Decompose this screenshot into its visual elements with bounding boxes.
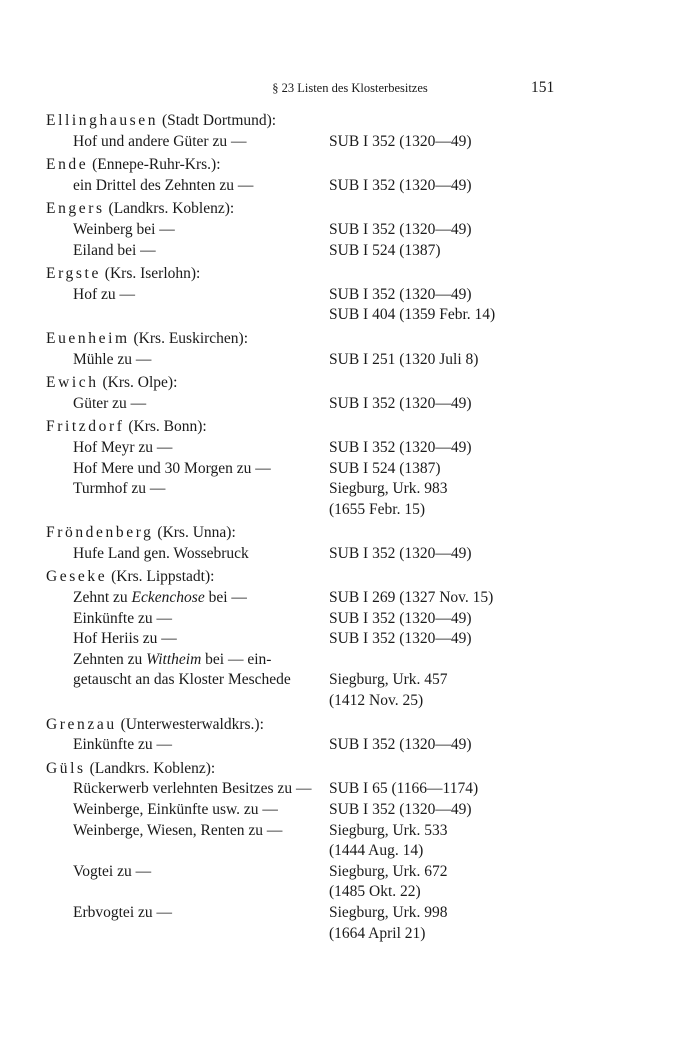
place-entry: [46, 417, 666, 520]
description-text: Zehnten zu: [73, 650, 147, 668]
holding-description: Weinberge, Einkünfte usw. zu —: [73, 801, 278, 818]
source-reference: SUB I 352 (1320—49): [329, 132, 472, 150]
source-references: [329, 609, 666, 630]
source-reference: SUB I 352 (1320—49): [329, 285, 472, 303]
holding-description: Turmhof zu —: [73, 480, 166, 498]
place-name: Güls: [46, 759, 86, 777]
source-reference: SUB I 352 (1320—49): [329, 801, 472, 818]
source-references: [329, 544, 666, 565]
holding-description: Hof und andere Güter zu —: [73, 132, 247, 150]
place-name: Fritzdorf: [46, 418, 125, 436]
holding-description: Einkünfte zu —: [73, 609, 173, 627]
place-name: Ewich: [46, 374, 99, 392]
place-entry: [46, 199, 666, 261]
source-references: [329, 285, 666, 326]
holding-row: [46, 903, 666, 944]
source-references: [329, 862, 666, 903]
place-entry: [46, 329, 666, 370]
source-reference: SUB I 352 (1320—49): [329, 544, 472, 562]
holding-row: [46, 132, 666, 153]
holding-description: [46, 650, 329, 671]
place-region: (Landkrs. Koblenz):: [85, 759, 216, 777]
place-heading: [46, 523, 666, 544]
source-reference: Siegburg, Urk. 672: [329, 862, 448, 880]
place-name: Euenheim: [46, 329, 130, 347]
holding-row: [46, 544, 666, 565]
place-heading: [46, 111, 666, 132]
place-entry: [46, 155, 666, 196]
place-name: Ellinghausen: [46, 112, 159, 129]
holding-row: [46, 285, 666, 326]
holding-description: ein Drittel des Zehnten zu —: [73, 176, 254, 194]
place-entry: [46, 264, 666, 326]
source-references: [329, 821, 666, 862]
place-entry: [46, 111, 666, 152]
source-references: [329, 394, 666, 415]
source-references: [329, 176, 666, 197]
place-heading: [46, 759, 666, 780]
description-text: Zehnt zu: [73, 589, 132, 607]
holding-row: [46, 821, 666, 862]
source-reference: Siegburg, Urk. 533: [329, 821, 448, 839]
holding-description: Hufe Land gen. Wossebruck: [73, 544, 249, 562]
holding-row: [46, 588, 666, 609]
place-heading: [46, 373, 666, 394]
place-region: (Landkrs. Koblenz):: [104, 200, 235, 218]
place-heading: [46, 715, 666, 736]
place-heading: [46, 264, 666, 285]
place-heading: [46, 155, 666, 176]
holding-description: Mühle zu —: [73, 350, 152, 368]
place-region: (Krs. Iserlohn):: [100, 265, 201, 283]
source-reference: SUB I 524 (1387): [329, 459, 441, 477]
holding-row: [46, 735, 666, 756]
place-region: (Krs. Lippstadt):: [107, 568, 215, 586]
source-references: [329, 479, 666, 520]
place-entry: [46, 373, 666, 414]
source-reference: (1412 Nov. 25): [329, 692, 424, 710]
source-reference: SUB I 524 (1387): [329, 241, 441, 259]
place-region: (Ennepe-Ruhr-Krs.):: [88, 156, 221, 174]
place-name: Engers: [46, 200, 105, 218]
source-references: [329, 800, 666, 821]
source-references: [329, 629, 666, 650]
running-head-title: § 23 Listen des Klosterbesitzes: [272, 81, 428, 95]
source-reference: SUB I 352 (1320—49): [329, 609, 472, 627]
source-reference: Siegburg, Urk. 998: [329, 903, 448, 921]
description-text: bei —: [204, 589, 247, 607]
place-region: (Krs. Euskirchen):: [129, 329, 249, 347]
source-reference: SUB I 352 (1320—49): [329, 176, 472, 194]
holding-description: Eiland bei —: [73, 241, 156, 259]
source-references: [329, 459, 666, 480]
holding-description: Erbvogtei zu —: [73, 903, 173, 921]
description-italic-placename: Eckenchose: [131, 589, 205, 607]
place-heading: [46, 199, 666, 220]
holding-row: [46, 629, 666, 650]
holding-description: Vogtei zu —: [73, 862, 152, 880]
place-region: (Krs. Bonn):: [124, 418, 207, 436]
holding-description: Einkünfte zu —: [73, 736, 173, 754]
place-heading: [46, 417, 666, 438]
running-head: [0, 80, 700, 100]
source-references: [329, 220, 666, 241]
source-reference: Siegburg, Urk. 457: [329, 671, 448, 689]
source-references: [329, 650, 666, 671]
source-references: [329, 779, 666, 800]
place-entry: [46, 759, 666, 944]
holding-row: [46, 650, 666, 671]
holding-row: [46, 220, 666, 241]
place-region: (Krs. Unna):: [153, 524, 236, 542]
source-references: [329, 903, 666, 944]
place-list: [46, 111, 666, 947]
holding-row: [46, 670, 666, 711]
source-reference: SUB I 65 (1166—1174): [329, 780, 479, 798]
source-reference: SUB I 352 (1320—49): [329, 736, 472, 754]
holding-description: getauscht an das Kloster Meschede: [73, 671, 291, 689]
holding-description: Hof Mere und 30 Morgen zu —: [73, 459, 271, 477]
source-reference: SUB I 404 (1359 Febr. 14): [329, 306, 496, 324]
holding-row: [46, 779, 666, 800]
holding-description: Güter zu —: [73, 394, 147, 412]
holding-row: [46, 479, 666, 520]
holding-description: Hof Heriis zu —: [73, 630, 177, 648]
holding-row: [46, 800, 666, 821]
holding-description: Weinberg bei —: [73, 220, 175, 238]
place-name: Ende: [46, 156, 89, 174]
place-entry: [46, 567, 666, 711]
source-reference: SUB I 352 (1320—49): [329, 630, 472, 648]
source-references: [329, 670, 666, 711]
holding-row: [46, 609, 666, 630]
holding-description: Hof Meyr zu —: [73, 438, 173, 456]
holding-description: Weinberge, Wiesen, Renten zu —: [73, 821, 283, 839]
place-name: Fröndenberg: [46, 524, 154, 542]
source-references: [329, 735, 666, 756]
place-region: (Stadt Dortmund):: [158, 112, 277, 129]
place-entry: [46, 523, 666, 564]
place-name: Geseke: [46, 568, 108, 586]
source-reference: (1444 Aug. 14): [329, 842, 424, 860]
holding-description: [46, 588, 329, 609]
place-heading: [46, 329, 666, 350]
place-entry: [46, 715, 666, 756]
source-reference: (1664 April 21): [329, 924, 426, 942]
source-references: [329, 588, 666, 609]
source-references: [329, 241, 666, 262]
source-reference: SUB I 251 (1320 Juli 8): [329, 350, 479, 368]
holding-row: [46, 350, 666, 371]
description-text: bei — ein-: [201, 650, 272, 668]
source-reference: SUB I 352 (1320—49): [329, 394, 472, 412]
source-reference: SUB I 352 (1320—49): [329, 220, 472, 238]
holding-description: Rückerwerb verlehnten Besitzes zu —: [73, 780, 312, 798]
place-name: Grenzau: [46, 715, 117, 733]
source-reference: SUB I 352 (1320—49): [329, 438, 472, 456]
source-references: [329, 438, 666, 459]
place-region: (Krs. Olpe):: [98, 374, 178, 392]
holding-row: [46, 438, 666, 459]
holding-row: [46, 459, 666, 480]
holding-row: [46, 176, 666, 197]
source-references: [329, 350, 666, 371]
place-name: Ergste: [46, 265, 101, 283]
page-number: 151: [531, 79, 555, 96]
description-italic-placename: Wittheim: [146, 650, 202, 668]
place-region: (Unterwesterwaldkrs.):: [116, 715, 264, 733]
source-references: [329, 132, 666, 153]
holding-description: Hof zu —: [73, 285, 135, 303]
holding-row: [46, 862, 666, 903]
place-heading: [46, 567, 666, 588]
holding-row: [46, 394, 666, 415]
source-reference: (1485 Okt. 22): [329, 883, 421, 901]
source-reference: Siegburg, Urk. 983: [329, 480, 448, 498]
holding-row: [46, 241, 666, 262]
source-reference: SUB I 269 (1327 Nov. 15): [329, 589, 494, 607]
source-reference: (1655 Febr. 15): [329, 500, 426, 518]
